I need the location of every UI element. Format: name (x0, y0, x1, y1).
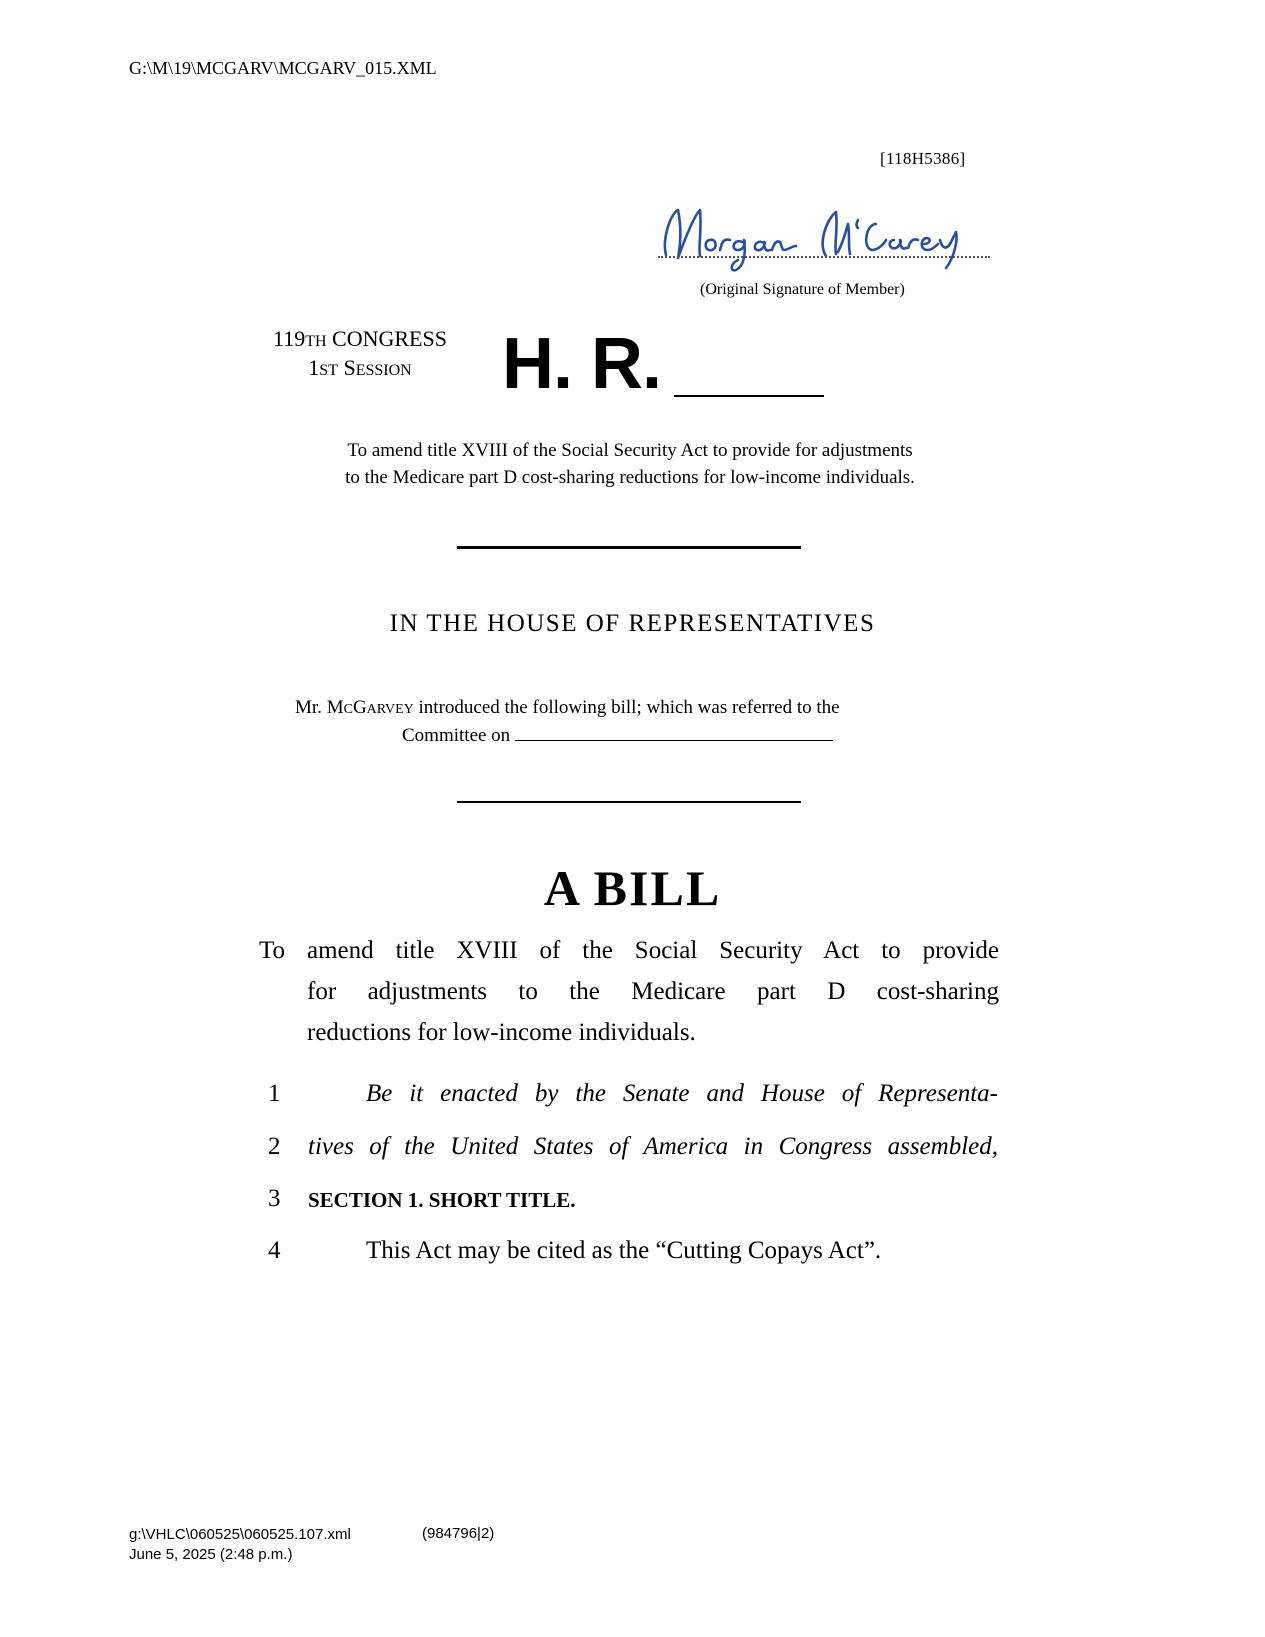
document-code: [118H5386] (880, 149, 966, 168)
short-title-line: to the Medicare part D cost-sharing reductions for low-income individuals. (345, 467, 915, 488)
introduction-text: Mr. MCGARVEY introduced the following bill; which was referred to the Committee on (295, 697, 840, 746)
congress-session (255, 326, 465, 384)
section-heading: SECTION 1. SHORT TITLE. (308, 1188, 576, 1212)
long-title-line: for adjustments to the Medicare part D cost-sharing (307, 978, 999, 1005)
line-number: 3 (268, 1185, 281, 1212)
congress-line: 119TH CONGRESS (273, 326, 447, 351)
footer-path: g:\VHLC\060525\060525.107.xml (129, 1526, 351, 1543)
signature-line (658, 256, 990, 258)
line-number: 1 (268, 1080, 281, 1107)
bill-number-blank (674, 395, 824, 397)
session-line: 1ST SESSION (308, 355, 412, 380)
footer-date: June 5, 2025 (2:48 p.m.) (129, 1546, 293, 1563)
short-title-line: To amend title XVIII of the Social Security Act to provide for adjustments (347, 440, 913, 461)
long-title (259, 930, 999, 1053)
bill-number: H. R. (502, 324, 662, 404)
footer-info (129, 1525, 351, 1565)
enacting-clause: tives of the United States of America in Congress assembled, (308, 1133, 998, 1160)
divider (457, 546, 801, 549)
file-path: G:\M\19\MCGARV\MCGARV_015.XML (129, 58, 437, 78)
long-title-line: To amend title XVIII of the Social Security Act to provide (259, 937, 999, 964)
footer-id: (984796|2) (422, 1525, 495, 1542)
line-number: 2 (268, 1133, 281, 1160)
enacting-clause: Be it enacted by the Senate and House of Representa- (366, 1080, 998, 1107)
short-title (270, 437, 990, 491)
member-signature (658, 200, 978, 276)
bill-heading: A BILL (543, 860, 722, 916)
section-text: This Act may be cited as the “Cutting Copays Act”. (366, 1237, 882, 1264)
line-number: 4 (268, 1237, 281, 1264)
divider (457, 801, 801, 803)
chamber-heading: IN THE HOUSE OF REPRESENTATIVES (389, 610, 876, 637)
signature-caption: (Original Signature of Member) (700, 281, 905, 298)
long-title-line: reductions for low-income individuals. (307, 1019, 696, 1046)
committee-blank (515, 724, 833, 741)
